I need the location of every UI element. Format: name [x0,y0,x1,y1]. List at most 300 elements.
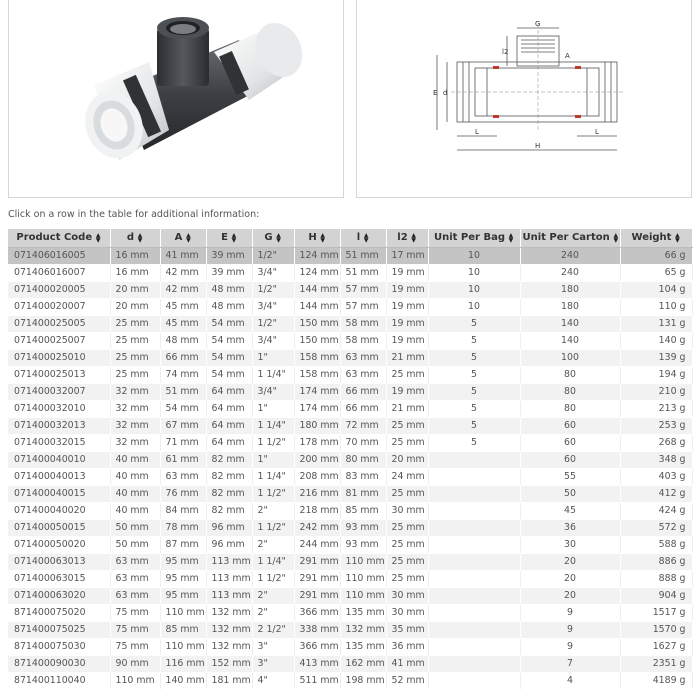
cell-g: 2" [252,587,294,604]
cell-weight: 213 g [620,400,692,417]
cell-l: 198 mm [340,672,386,689]
cell-a: 48 mm [160,332,206,349]
cell-h: 242 mm [294,519,340,536]
cell-g: 3/4" [252,264,294,281]
cell-carton: 55 [520,468,620,485]
cell-carton: 100 [520,349,620,366]
cell-l: 85 mm [340,502,386,519]
cell-h: 244 mm [294,536,340,553]
cell-d: 75 mm [110,621,160,638]
cell-carton: 7 [520,655,620,672]
cell-weight: 139 g [620,349,692,366]
column-header-a[interactable] [160,229,206,247]
cell-h: 413 mm [294,655,340,672]
cell-e: 82 mm [206,468,252,485]
cell-weight: 65 g [620,264,692,281]
cell-d: 40 mm [110,502,160,519]
cell-g: 3/4" [252,383,294,400]
cell-a: 95 mm [160,587,206,604]
cell-a: 95 mm [160,570,206,587]
cell-bag: 5 [428,434,520,451]
cell-g: 1" [252,400,294,417]
column-header-label: d [126,232,135,243]
diagram-label-l-right: L [595,128,599,136]
diagram-label-e: E [433,89,438,97]
cell-d: 20 mm [110,281,160,298]
sort-arrows-icon[interactable]: ▲ ▼ [320,231,325,244]
cell-bag: 10 [428,298,520,315]
cell-h: 218 mm [294,502,340,519]
cell-l2: 25 mm [386,485,428,502]
sort-arrows-icon[interactable]: ▲ ▼ [508,231,514,244]
cell-weight: 110 g [620,298,692,315]
column-header-label: l2 [397,232,408,243]
cell-carton: 20 [520,587,620,604]
cell-weight: 572 g [620,519,692,536]
cell-g: 1 1/4" [252,468,294,485]
cell-a: 84 mm [160,502,206,519]
cell-bag [428,502,520,519]
cell-g: 2" [252,502,294,519]
table-row[interactable] [8,332,692,349]
cell-a: 54 mm [160,400,206,417]
cell-h: 366 mm [294,604,340,621]
cell-a: 42 mm [160,281,206,298]
cell-code: 871400075030 [8,638,110,655]
cell-e: 113 mm [206,570,252,587]
cell-l2: 25 mm [386,434,428,451]
cell-code: 071400050020 [8,536,110,553]
diagram-label-a: A [565,52,570,60]
table-row[interactable] [8,638,692,655]
cell-a: 110 mm [160,638,206,655]
table-row[interactable] [8,247,692,264]
cell-bag [428,587,520,604]
cell-l: 58 mm [340,332,386,349]
cell-a: 74 mm [160,366,206,383]
cell-carton: 140 [520,315,620,332]
cell-bag [428,621,520,638]
cell-e: 82 mm [206,502,252,519]
cell-bag [428,570,520,587]
cell-weight: 4189 g [620,672,692,689]
cell-weight: 412 g [620,485,692,502]
cell-code: 071400063013 [8,553,110,570]
cell-code: 071400063020 [8,587,110,604]
cell-g: 3/4" [252,332,294,349]
cell-l: 66 mm [340,383,386,400]
cell-l2: 25 mm [386,519,428,536]
cell-l: 51 mm [340,247,386,264]
cell-a: 76 mm [160,485,206,502]
cell-e: 152 mm [206,655,252,672]
cell-weight: 140 g [620,332,692,349]
cell-l2: 19 mm [386,383,428,400]
cell-e: 39 mm [206,264,252,281]
cell-h: 291 mm [294,570,340,587]
cell-a: 78 mm [160,519,206,536]
cell-h: 178 mm [294,434,340,451]
cell-weight: 348 g [620,451,692,468]
diagram-label-h: H [535,142,541,150]
cell-bag [428,638,520,655]
cell-e: 96 mm [206,519,252,536]
cell-l2: 25 mm [386,417,428,434]
sort-arrows-icon[interactable]: ▲ ▼ [675,231,680,244]
cell-d: 16 mm [110,247,160,264]
cell-code: 871400075025 [8,621,110,638]
cell-l2: 17 mm [386,247,428,264]
cell-l: 66 mm [340,400,386,417]
cell-code: 071400025013 [8,366,110,383]
table-row[interactable] [8,672,692,689]
cell-carton: 36 [520,519,620,536]
cell-l2: 20 mm [386,451,428,468]
cell-g: 2" [252,536,294,553]
cell-a: 45 mm [160,298,206,315]
cell-d: 110 mm [110,672,160,689]
cell-a: 45 mm [160,315,206,332]
cell-l: 132 mm [340,621,386,638]
cell-l2: 25 mm [386,366,428,383]
cell-bag: 5 [428,332,520,349]
table-body [8,247,692,689]
diagram-label-l-left: L [475,128,479,136]
cell-l: 80 mm [340,451,386,468]
cell-bag: 10 [428,264,520,281]
cell-bag [428,485,520,502]
cell-l: 93 mm [340,536,386,553]
cell-d: 50 mm [110,536,160,553]
cell-bag [428,536,520,553]
cell-a: 85 mm [160,621,206,638]
cell-code: 071400032015 [8,434,110,451]
column-header-weight[interactable] [620,229,692,247]
cell-a: 61 mm [160,451,206,468]
cell-weight: 888 g [620,570,692,587]
cell-code: 071400032007 [8,383,110,400]
cell-l2: 25 mm [386,536,428,553]
cell-a: 63 mm [160,468,206,485]
cell-g: 1" [252,349,294,366]
cell-l2: 30 mm [386,604,428,621]
cell-code: 071400040010 [8,451,110,468]
cell-carton: 9 [520,621,620,638]
cell-g: 3" [252,655,294,672]
table-row[interactable] [8,298,692,315]
cell-bag: 5 [428,315,520,332]
sort-arrows-icon[interactable]: ▲ ▼ [613,231,619,244]
cell-bag [428,655,520,672]
cell-d: 40 mm [110,451,160,468]
cell-h: 174 mm [294,383,340,400]
cell-l2: 30 mm [386,587,428,604]
cell-e: 181 mm [206,672,252,689]
cell-code: 071400040013 [8,468,110,485]
cell-d: 32 mm [110,434,160,451]
cell-code: 871400110040 [8,672,110,689]
cell-e: 64 mm [206,400,252,417]
cell-e: 96 mm [206,536,252,553]
cell-l: 70 mm [340,434,386,451]
cell-l2: 35 mm [386,621,428,638]
column-header-l2[interactable] [386,229,428,247]
cell-h: 208 mm [294,468,340,485]
table-row[interactable] [8,604,692,621]
cell-l: 81 mm [340,485,386,502]
cell-d: 75 mm [110,638,160,655]
cell-l: 110 mm [340,570,386,587]
column-header-l[interactable] [340,229,386,247]
cell-a: 71 mm [160,434,206,451]
cell-g: 4" [252,672,294,689]
cell-e: 64 mm [206,383,252,400]
cell-carton: 4 [520,672,620,689]
table-row[interactable] [8,417,692,434]
cell-a: 67 mm [160,417,206,434]
table-row[interactable] [8,587,692,604]
cell-g: 1/2" [252,281,294,298]
cell-e: 132 mm [206,621,252,638]
cell-code: 071400025007 [8,332,110,349]
cell-bag: 5 [428,349,520,366]
cell-e: 39 mm [206,247,252,264]
cell-l2: 25 mm [386,553,428,570]
cell-d: 63 mm [110,553,160,570]
cell-carton: 9 [520,638,620,655]
cell-h: 291 mm [294,587,340,604]
table-row[interactable] [8,553,692,570]
table-row[interactable] [8,315,692,332]
cell-carton: 80 [520,383,620,400]
column-header-d[interactable] [110,229,160,247]
cell-a: 116 mm [160,655,206,672]
dimension-drawing-panel [356,0,692,198]
sort-arrows-icon[interactable]: ▲ ▼ [186,231,191,244]
cell-d: 32 mm [110,383,160,400]
cell-a: 41 mm [160,247,206,264]
table-row[interactable] [8,621,692,638]
cell-e: 113 mm [206,553,252,570]
cell-h: 291 mm [294,553,340,570]
cell-g: 1" [252,451,294,468]
cell-bag: 5 [428,417,520,434]
table-row[interactable] [8,570,692,587]
cell-h: 124 mm [294,264,340,281]
column-header-g[interactable] [252,229,294,247]
column-header-carton[interactable] [520,229,620,247]
cell-code: 871400075020 [8,604,110,621]
table-row[interactable] [8,536,692,553]
table-header-row [8,229,692,247]
table-row[interactable] [8,519,692,536]
cell-l2: 19 mm [386,264,428,281]
diagram-label-l2: l2 [502,48,509,56]
cell-weight: 253 g [620,417,692,434]
cell-l: 51 mm [340,264,386,281]
cell-a: 51 mm [160,383,206,400]
cell-g: 1 1/4" [252,553,294,570]
cell-a: 42 mm [160,264,206,281]
cell-l2: 24 mm [386,468,428,485]
sort-arrows-icon[interactable]: ▲ ▼ [363,231,369,244]
cell-weight: 886 g [620,553,692,570]
cell-e: 132 mm [206,638,252,655]
sort-arrows-icon[interactable]: ▲ ▼ [411,231,416,244]
cell-d: 20 mm [110,298,160,315]
cell-carton: 140 [520,332,620,349]
table-row[interactable] [8,485,692,502]
table-row[interactable] [8,281,692,298]
table-row[interactable] [8,502,692,519]
cell-l2: 30 mm [386,502,428,519]
cell-code: 871400090030 [8,655,110,672]
sort-arrows-icon[interactable]: ▲ ▼ [231,231,237,244]
cell-g: 1 1/2" [252,519,294,536]
sort-arrows-icon[interactable]: ▲ ▼ [137,231,143,244]
column-header-e[interactable] [206,229,252,247]
cell-bag: 10 [428,281,520,298]
cell-carton: 9 [520,604,620,621]
column-header-label: H [308,232,317,243]
cell-l: 135 mm [340,638,386,655]
cell-l2: 21 mm [386,349,428,366]
cell-weight: 1570 g [620,621,692,638]
cell-l: 135 mm [340,604,386,621]
cell-carton: 180 [520,298,620,315]
cell-h: 338 mm [294,621,340,638]
cell-bag [428,451,520,468]
product-table-container [8,229,692,690]
cell-d: 50 mm [110,519,160,536]
cell-l: 63 mm [340,366,386,383]
cell-weight: 268 g [620,434,692,451]
cell-code: 071400032013 [8,417,110,434]
cell-carton: 80 [520,400,620,417]
column-header-label: Unit Per Bag [434,232,505,243]
table-row[interactable] [8,366,692,383]
column-header-label: Unit Per Carton [522,232,610,243]
cell-a: 95 mm [160,553,206,570]
cell-l2: 25 mm [386,570,428,587]
cell-d: 40 mm [110,485,160,502]
cell-bag [428,604,520,621]
cell-e: 54 mm [206,349,252,366]
cell-code: 071406016007 [8,264,110,281]
cell-weight: 1517 g [620,604,692,621]
cell-h: 144 mm [294,281,340,298]
cell-l2: 19 mm [386,315,428,332]
sort-arrows-icon[interactable]: ▲ ▼ [95,231,101,244]
table-row[interactable] [8,451,692,468]
cell-carton: 20 [520,570,620,587]
cell-e: 54 mm [206,332,252,349]
cell-g: 1/2" [252,315,294,332]
cell-carton: 60 [520,417,620,434]
cell-l2: 19 mm [386,332,428,349]
cell-code: 071400032010 [8,400,110,417]
table-row[interactable] [8,349,692,366]
column-header-bag[interactable] [428,229,520,247]
cell-d: 16 mm [110,264,160,281]
cell-h: 150 mm [294,315,340,332]
cell-carton: 45 [520,502,620,519]
cell-e: 82 mm [206,451,252,468]
tee-fitting-dimension-drawing [357,0,693,198]
table-row[interactable] [8,434,692,451]
cell-l: 110 mm [340,587,386,604]
table-row[interactable] [8,264,692,281]
cell-code: 071400020007 [8,298,110,315]
column-header-label: E [221,232,228,243]
cell-l: 58 mm [340,315,386,332]
cell-g: 1/2" [252,247,294,264]
cell-bag [428,519,520,536]
table-row[interactable] [8,400,692,417]
cell-bag: 5 [428,366,520,383]
cell-l2: 21 mm [386,400,428,417]
cell-weight: 104 g [620,281,692,298]
cell-carton: 180 [520,281,620,298]
cell-a: 66 mm [160,349,206,366]
cell-e: 113 mm [206,587,252,604]
cell-e: 64 mm [206,417,252,434]
cell-l: 57 mm [340,281,386,298]
cell-code: 071400050015 [8,519,110,536]
cell-g: 3" [252,638,294,655]
cell-h: 200 mm [294,451,340,468]
cell-bag [428,672,520,689]
cell-l: 162 mm [340,655,386,672]
cell-g: 2 1/2" [252,621,294,638]
column-header-code[interactable] [8,229,110,247]
cell-carton: 240 [520,247,620,264]
cell-e: 48 mm [206,298,252,315]
table-row[interactable] [8,655,692,672]
cell-d: 40 mm [110,468,160,485]
table-row[interactable] [8,468,692,485]
cell-d: 63 mm [110,570,160,587]
cell-bag: 5 [428,383,520,400]
cell-h: 158 mm [294,349,340,366]
cell-weight: 131 g [620,315,692,332]
cell-g: 2" [252,604,294,621]
cell-d: 25 mm [110,366,160,383]
diagram-label-d: d [443,89,448,97]
cell-d: 25 mm [110,349,160,366]
cell-h: 150 mm [294,332,340,349]
column-header-label: Weight [631,232,672,243]
sort-arrows-icon[interactable]: ▲ ▼ [276,231,281,244]
cell-g: 1 1/2" [252,485,294,502]
cell-code: 071400025005 [8,315,110,332]
column-header-h[interactable] [294,229,340,247]
cell-bag [428,553,520,570]
cell-h: 180 mm [294,417,340,434]
cell-weight: 904 g [620,587,692,604]
cell-h: 124 mm [294,247,340,264]
cell-g: 3/4" [252,298,294,315]
cell-h: 366 mm [294,638,340,655]
table-row[interactable] [8,383,692,400]
cell-d: 75 mm [110,604,160,621]
cell-d: 25 mm [110,332,160,349]
cell-code: 071400020005 [8,281,110,298]
column-header-label: A [174,232,183,243]
cell-e: 132 mm [206,604,252,621]
cell-carton: 20 [520,553,620,570]
cell-weight: 403 g [620,468,692,485]
